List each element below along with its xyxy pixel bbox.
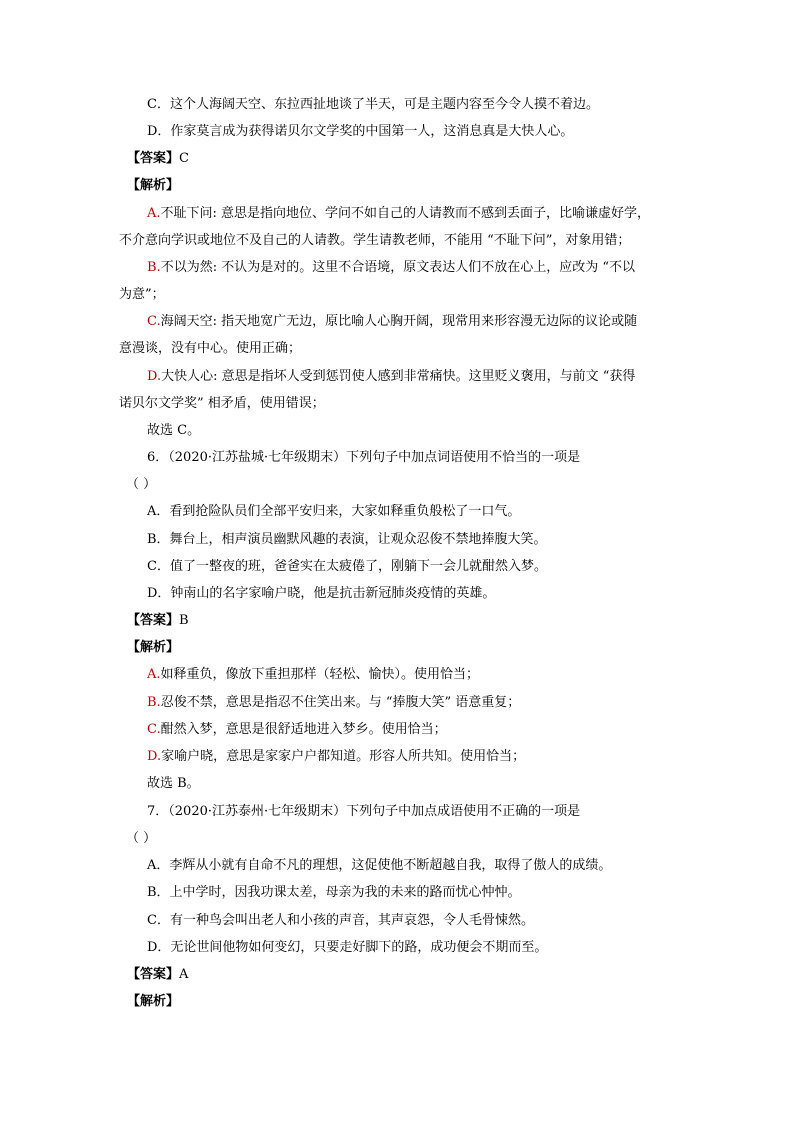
q7-stem: 7．（2020·江苏泰州·七年级期末）下列句子中加点成语使用不正确的一项是 — [147, 804, 581, 819]
q6-option-c: C．值了一整夜的班，爸爸实在太疲倦了，刚躺下一会儿就酣然入梦。 — [147, 559, 547, 574]
analysis-text: 家喻户晓，意思是家家户户都知道。形容人所共知。使用恰当； — [161, 749, 526, 764]
answer-label: 答案 — [140, 613, 167, 628]
q6-analysis-b — [147, 694, 520, 712]
analysis-mark: D. — [147, 369, 162, 384]
q5-analysis-c-line1 — [147, 313, 637, 331]
q5-analysis-a-line1 — [147, 205, 650, 223]
q5-analysis-a-line2: 不介意向学识或地位不及自己的人请教。学生请教老师，不能用 “不耻下问”，对象用错； — [119, 233, 631, 248]
q6-option-b: B．舞台上，相声演员幽默风趣的表演，让观众忍俊不禁地捧腹大笑。 — [147, 532, 547, 547]
q6-option-a: A．看到抢险队员们全部平安归来，大家如释重负般松了一口气。 — [147, 504, 521, 519]
answer-close: 】 — [166, 613, 180, 628]
q6-analysis-c — [147, 721, 447, 739]
analysis-mark: C. — [147, 722, 161, 737]
q7-answer — [127, 966, 188, 984]
q7-option-a: A．李辉从小就有自命不凡的理想，这促使他不断超越自我，取得了傲人的成绩。 — [147, 858, 612, 873]
analysis-label: 解析 — [140, 994, 167, 1009]
analysis-mark: A. — [147, 667, 161, 682]
analysis-mark: B. — [147, 695, 161, 710]
q5-answer — [127, 150, 189, 168]
analysis-text: 海阔天空: 指天地宽广无边，原比喻人心胸开阔，现常用来形容漫无边际的议论或随 — [160, 314, 638, 329]
q7-option-c: C．有一种鸟会叫出老人和小孩的声音，其声哀怨，令人毛骨悚然。 — [147, 913, 534, 928]
analysis-label: 解析 — [140, 178, 167, 193]
analysis-text: 如释重负，像放下重担那样（轻松、愉快）。使用恰当； — [160, 667, 480, 682]
q6-conclusion: 故选 B。 — [147, 776, 200, 791]
analysis-mark: B. — [147, 260, 161, 275]
answer-open: 【 — [127, 613, 141, 628]
q5-analysis-heading — [127, 177, 179, 195]
answer-close: 】 — [166, 967, 180, 982]
q6-analysis-a — [147, 666, 479, 684]
analysis-text: 大快人心: 意思是指坏人受到惩罚使人感到非常痛快。这里贬义褒用，与前文 “获得 — [161, 369, 636, 384]
analysis-open: 【 — [127, 178, 141, 193]
answer-value: A — [179, 967, 189, 982]
q6-stem: 6．（2020·江苏盐城·七年级期末）下列句子中加点词语使用不恰当的一项是 — [147, 450, 581, 465]
q5-conclusion: 故选 C。 — [147, 423, 201, 438]
q5-analysis-d-line2: 诺贝尔文学奖” 相矛盾，使用错误； — [119, 396, 325, 411]
analysis-label: 解析 — [140, 640, 167, 655]
analysis-text: 忍俊不禁，意思是指忍不住笑出来。与 “捧腹大笑” 语意重复； — [160, 695, 521, 710]
analysis-mark: A. — [147, 206, 161, 221]
analysis-close: 】 — [166, 178, 180, 193]
q5-option-c: C．这个人海阔天空、东拉西扯地谈了半天，可是主题内容至今令人摸不着边。 — [147, 97, 599, 112]
q6-analysis-d — [147, 748, 525, 766]
q5-analysis-b-line2: 为意”； — [119, 287, 165, 302]
analysis-open: 【 — [127, 640, 141, 655]
analysis-close: 】 — [166, 640, 180, 655]
q5-analysis-d-line1 — [147, 368, 635, 386]
q6-option-d: D．钟南山的名字家喻户晓，他是抗击新冠肺炎疫情的英雄。 — [147, 586, 496, 601]
answer-open: 【 — [127, 967, 141, 982]
answer-label: 答案 — [140, 967, 167, 982]
answer-value: C — [179, 151, 189, 166]
analysis-open: 【 — [127, 994, 141, 1009]
analysis-text: 不耻下问: 意思是指向地位、学问不如自己的人请教而不感到丢面子，比喻谦虚好学， — [160, 206, 651, 221]
q6-answer-blank: （ ） — [126, 477, 157, 492]
q5-option-d: D．作家莫言成为获得诺贝尔文学奖的中国第一人，这消息真是大快人心。 — [147, 124, 574, 139]
answer-open: 【 — [127, 151, 141, 166]
q5-analysis-c-line2: 意漫谈，没有中心。使用正确； — [119, 341, 302, 356]
analysis-mark: C. — [147, 314, 161, 329]
q6-analysis-heading — [127, 639, 179, 657]
q7-option-b: B．上中学时，因我功课太差，母亲为我的未来的路而忧心忡忡。 — [147, 885, 521, 900]
analysis-text: 酣然入梦，意思是很舒适地进入梦乡。使用恰当； — [160, 722, 447, 737]
analysis-text: 不以为然: 不认为是对的。这里不合语境，原文表达人们不放在心上，应改为 “不以 — [160, 260, 635, 275]
analysis-close: 】 — [166, 994, 180, 1009]
answer-label: 答案 — [140, 151, 167, 166]
q7-option-d: D．无论世间他物如何变幻，只要走好脚下的路，成功便会不期而至。 — [147, 940, 548, 955]
q7-analysis-heading — [127, 993, 179, 1011]
q6-answer — [127, 612, 189, 630]
answer-value: B — [179, 613, 189, 628]
analysis-mark: D. — [147, 749, 162, 764]
q7-answer-blank: （ ） — [126, 831, 157, 846]
q5-analysis-b-line1 — [147, 259, 635, 277]
answer-close: 】 — [166, 151, 180, 166]
